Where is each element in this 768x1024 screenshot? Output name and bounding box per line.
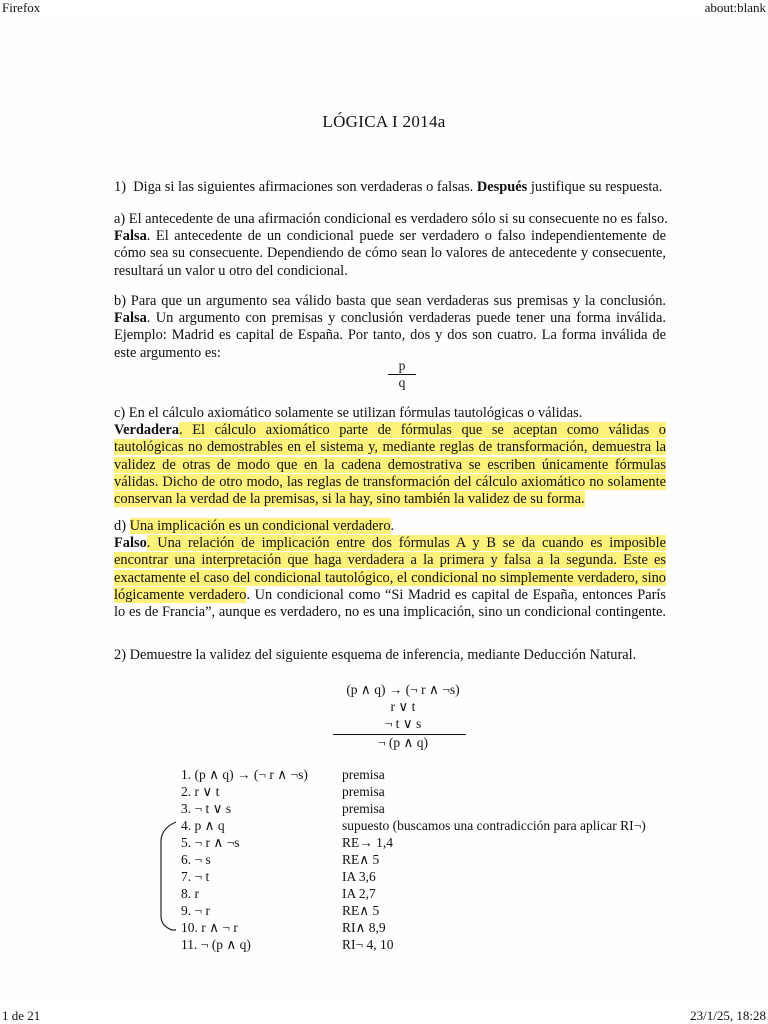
- proof-justification: premisa: [342, 784, 385, 799]
- fraction-denominator: q: [398, 375, 406, 390]
- q1-bold: Después: [476, 179, 528, 195]
- a-statement: a) El antecedente de una afirmación condicional es verdadero sólo si su consecuente no es falso.: [114, 211, 668, 227]
- b-verdict: Falsa: [114, 310, 147, 327]
- conclusion: ¬ (p ∧ q): [377, 735, 429, 750]
- c-l1: . El cálculo axiomático parte de fórmulas que se aceptan como válidas o: [179, 422, 666, 439]
- fraction-numerator: p: [398, 358, 406, 373]
- a-verdict: Falsa: [114, 228, 147, 245]
- a-l1: . El antecedente de un condicional puede ser verdadero o falso independientemente de: [146, 228, 666, 245]
- proof-line: 7. ¬ t: [181, 869, 210, 884]
- b-l2: Ejemplo: Madrid es capital de España. Por tanto, dos y dos son cuatro. La forma inválida de: [114, 327, 666, 344]
- d-l1: . Una relación de implicación entre dos fórmulas A y B se da cuando es imposible: [146, 535, 666, 552]
- proof-justification: RE∧ 5: [342, 903, 380, 918]
- c-line2: [114, 439, 666, 456]
- assumption-bracket: [150, 818, 190, 934]
- proof-justification: RE∧ 5: [342, 852, 380, 867]
- c-answer-line1: [114, 422, 666, 439]
- item-c: [114, 405, 666, 508]
- d-l2: encontrar una interpretación que haga verdadera a la primera y falsa a la segunda. Este es: [114, 552, 666, 569]
- q1-text: Diga si las siguientes afirmaciones son verdaderas o falsas.: [133, 179, 474, 195]
- d-line3: [114, 570, 666, 587]
- d-l3: exactamente el caso del condicional tautológico, el condicional no simplemente verdadero, sino: [114, 569, 666, 586]
- b-l1: . Un argumento con premisas y conclusión verdaderas puede tener una forma inválida.: [146, 310, 666, 327]
- proof-justification: supuesto (buscamos una contradicción para aplicar RI¬): [342, 818, 646, 833]
- item-b: [114, 293, 666, 362]
- d-line4: [114, 587, 666, 604]
- document-page: [0, 18, 768, 1002]
- proof-justification: RI¬ 4, 10: [342, 937, 394, 952]
- question-1: [114, 179, 666, 196]
- proof-line: 5. ¬ r ∧ ¬s: [181, 835, 240, 850]
- d-l4a: lógicamente verdadero: [114, 586, 247, 603]
- proof-line: 4. p ∧ q: [181, 818, 225, 833]
- q1-tail: justifique su respuesta.: [530, 179, 663, 195]
- proof-line: 8. r: [181, 886, 199, 901]
- d-statement-line: [114, 518, 666, 535]
- c-line5: [114, 491, 666, 508]
- d-l5: lo es de Francia”, aunque es verdadero, no es una implicación, sino un condicional contingente.: [114, 604, 666, 621]
- proof-line: 10. r ∧ ¬ r: [181, 920, 238, 935]
- proof-justification: premisa: [342, 801, 385, 816]
- proof-line: 2. r ∨ t: [181, 784, 220, 799]
- d-verdict: Falso: [114, 535, 147, 552]
- c-l5: conservan la verdad de la premisas, si la hay, sino también la validez de su forma.: [114, 491, 585, 508]
- d-prefix: d): [114, 518, 130, 534]
- proof-justification: RE→ 1,4: [342, 835, 394, 850]
- c-line3: [114, 457, 666, 474]
- b-l3: este argumento es:: [114, 344, 221, 361]
- proof-justification: IA 3,6: [342, 869, 376, 884]
- proof-line: 11. ¬ (p ∧ q): [181, 937, 251, 952]
- d-statement: Una implicación es un condicional verdadero: [129, 518, 391, 534]
- b-statement: b) Para que un argumento sea válido basta que sean verdaderas sus premisas y la conclusión.: [114, 293, 666, 309]
- premise-1: (p ∧ q) → (¬ r ∧ ¬s): [346, 682, 460, 697]
- a-l3: resultará un valor u otro del condicional.: [114, 262, 348, 279]
- d-l4b: . Un condicional como “Si Madrid es capital de España, entonces París: [246, 586, 666, 603]
- q1-number: 1): [114, 179, 126, 195]
- print-timestamp: 23/1/25, 18:28: [690, 1008, 766, 1023]
- browser-app-name: Firefox: [2, 0, 41, 15]
- question-2: 2) Demuestre la validez del siguiente esquema de inferencia, mediante Deducción Natural.: [114, 647, 637, 663]
- item-a: [114, 211, 666, 280]
- d-line2: [114, 552, 666, 569]
- c-l2: tautológicas no demostrables en el sistema y, mediante reglas de transformación, demuestra la: [114, 439, 666, 456]
- c-statement: c) En el cálculo axiomático solamente se utilizan fórmulas tautológicas o válidas.: [114, 405, 583, 421]
- proof-justification: IA 2,7: [342, 886, 376, 901]
- premise-3: ¬ t ∨ s: [384, 716, 422, 731]
- item-d: [114, 518, 666, 621]
- c-l4: válidas. Dicho de otro modo, las reglas de transformación del cálculo axiomático no solamente: [114, 473, 666, 490]
- proof-justification: RI∧ 8,9: [342, 920, 386, 935]
- proof-line: 1. (p ∧ q) → (¬ r ∧ ¬s): [181, 767, 308, 782]
- a-answer-line1: [114, 228, 666, 245]
- proof-line: 9. ¬ r: [181, 903, 210, 918]
- b-answer-line1: [114, 310, 666, 327]
- c-line4: [114, 474, 666, 491]
- proof-line: 3. ¬ t ∨ s: [181, 801, 232, 816]
- proof-justification: premisa: [342, 767, 385, 782]
- premise-2: r ∨ t: [390, 699, 416, 714]
- a-l2: cómo sea su consecuente. Dependiendo de cómo sean lo valores de antecedente y consecuente,: [114, 245, 666, 262]
- browser-url: about:blank: [704, 0, 766, 15]
- d-answer-line1: [114, 535, 666, 552]
- d-dot: .: [390, 518, 395, 534]
- proof-line: 6. ¬ s: [181, 852, 211, 867]
- c-l3: validez de otras de modo que en la cadena demostrativa se escriben únicamente fórmulas: [114, 456, 666, 473]
- page-counter: 1 de 21: [2, 1008, 41, 1023]
- page-title: LÓGICA I 2014a: [322, 112, 446, 131]
- c-verdict: Verdadera: [114, 422, 180, 439]
